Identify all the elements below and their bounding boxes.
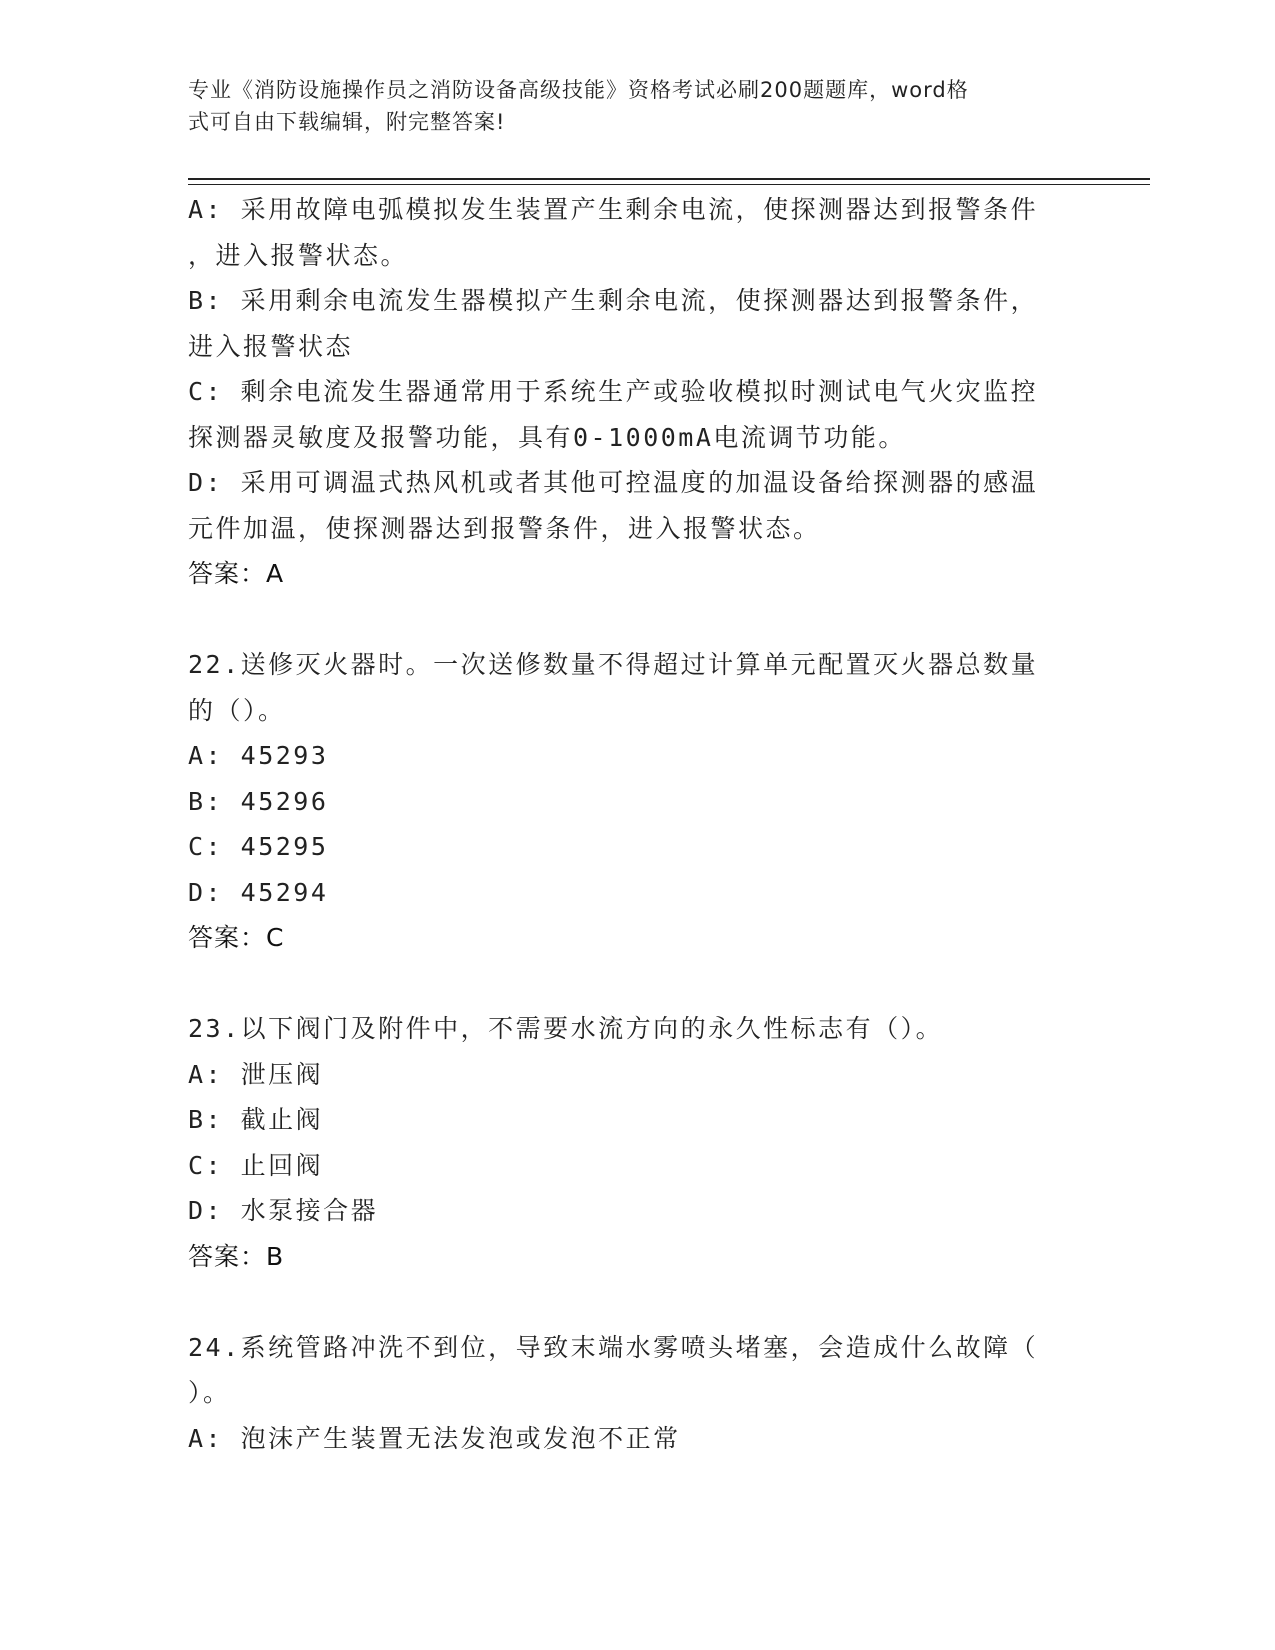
option-d-line-2: 元件加温，使探测器达到报警条件，进入报警状态。: [188, 513, 821, 543]
option-b-line-2: 进入报警状态: [188, 331, 354, 361]
option-c-line-2: 探测器灵敏度及报警功能，具有0-1000mA电流调节功能。: [188, 422, 906, 452]
option-d: D: 45294: [188, 877, 329, 907]
question-23: [188, 1006, 1078, 1279]
option-a: A: 45293: [188, 741, 329, 770]
question-24: [188, 1325, 1078, 1462]
option-b: B: 45296: [188, 786, 329, 816]
option-a: A: 泡沫产生装置无法发泡或发泡不正常: [188, 1423, 681, 1453]
option-b-line-1: B: 采用剩余电流发生器模拟产生剩余电流，使探测器达到报警条件，: [188, 286, 1039, 315]
header-divider-thin: [188, 184, 1150, 185]
question-spacer: [188, 961, 1078, 1007]
option-b: B: 截止阀: [188, 1105, 324, 1134]
question-stem-line-1: 22.送修灭火器时。一次送修数量不得超过计算单元配置灭火器总数量: [188, 650, 1039, 679]
question-21-options: [188, 187, 1078, 597]
option-c-line-1: C: 剩余电流发生器通常用于系统生产或验收模拟时测试电气火灾监控: [188, 377, 1039, 406]
document-header: [188, 74, 1068, 138]
question-spacer: [188, 1279, 1078, 1325]
question-list: [188, 187, 1078, 1461]
question-stem-line-1: 23.以下阀门及附件中，不需要水流方向的永久性标志有（）。: [188, 1014, 944, 1043]
answer-21: 答案：A: [188, 559, 285, 588]
option-a-line-2: ，进入报警状态。: [188, 240, 409, 270]
header-divider-thick: [188, 178, 1150, 180]
question-stem-line-1: 24.系统管路冲洗不到位，导致末端水雾喷头堵塞，会造成什么故障（: [188, 1332, 1039, 1362]
header-line-2: 式可自由下载编辑，附完整答案!: [188, 110, 506, 134]
option-d-line-1: D: 采用可调温式热风机或者其他可控温度的加温设备给探测器的感温: [188, 468, 1039, 497]
option-a: A: 泄压阀: [188, 1059, 324, 1089]
option-c: C: 45295: [188, 832, 329, 861]
option-a-line-1: A: 采用故障电弧模拟发生装置产生剩余电流，使探测器达到报警条件: [188, 195, 1039, 224]
option-c: C: 止回阀: [188, 1150, 324, 1180]
question-spacer: [188, 597, 1078, 643]
question-22: [188, 642, 1078, 961]
header-line-1: 专业《消防设施操作员之消防设备高级技能》资格考试必刷200题题库，word格: [188, 78, 969, 102]
answer-23: 答案：B: [188, 1241, 285, 1271]
question-stem-line-2: 的（）。: [188, 695, 286, 725]
option-d: D: 水泵接合器: [188, 1196, 379, 1225]
question-stem-line-2: ）。: [188, 1378, 231, 1407]
answer-22: 答案：C: [188, 923, 285, 952]
